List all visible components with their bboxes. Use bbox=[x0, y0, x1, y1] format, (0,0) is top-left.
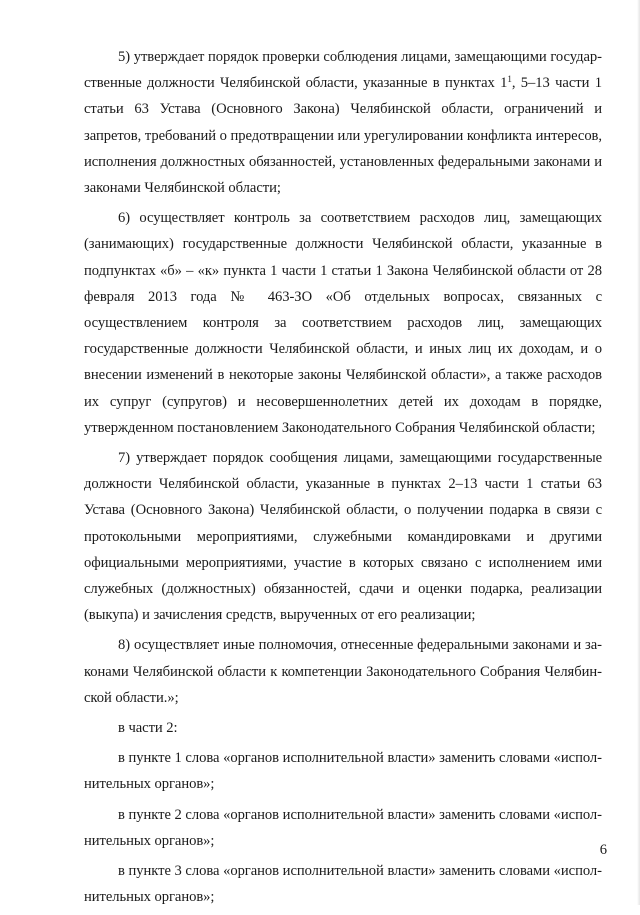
page-number: 6 bbox=[599, 842, 607, 858]
paragraph-point-3-amendment: в пункте 3 слова «органов исполнительной власти» заменить словами «исполнительных органов»; bbox=[84, 863, 602, 906]
paragraph-item-5 bbox=[84, 44, 602, 201]
paragraph-item-6: 6) осуществляет контроль за соответствием расходов лиц, замещающих (занимающих) государственные должности Челябинской области, указанные в подпунктах «б» – «к» пункта 1 части 1 статьи 1 Закона Челябинской области от 28 февраля 2013 года № 463-ЗО «Об отдельных вопросах, связанных с осуществлением контроля за соответствием расходов лиц, замещающих государственные должности Челябинской области, и иных лиц их доходам, и о внесении изменений в некоторые законы Челябинской области», а также расходов их супруг (супругов) и несовершеннолетних детей их доходам в порядке, утвержденном постановлением Законодательного Собрания Челябинской области; bbox=[84, 210, 602, 436]
paragraph-part-2-heading: в части 2: bbox=[118, 720, 178, 737]
paragraph-item-5-text: 5) утверждает порядок проверки соблюдения лицами, замещающими государственные должности Челябинской области, указанные в пунктах 1 bbox=[84, 49, 602, 92]
superscript-marker: 1 bbox=[507, 74, 512, 85]
paragraph-item-8: 8) осуществляет иные полномочия, отнесенные федеральными законами и законами Челябинской области к компетенции Законодательного Собрания Челябинской области.»; bbox=[84, 637, 602, 706]
paragraph-item-5-text-continued: , 5–13 части 1 статьи 63 Устава (Основного Закона) Челябинской области, ограничений и запретов, требований о предотвращении или урегулировании конфликта интересов, исполнения должностных обязанностей, установленных федеральными законами и законами Челябинской области; bbox=[84, 75, 602, 197]
paragraph-point-1-amendment: в пункте 1 слова «органов исполнительной власти» заменить словами «исполнительных органов»; bbox=[84, 750, 602, 793]
paragraph-item-7: 7) утверждает порядок сообщения лицами, замещающими государственные должности Челябинской области, указанные в пунктах 2–13 части 1 статьи 63 Устава (Основного Закона) Челябинской области, о получении подарка в связи с протокольными мероприятиями, служебными командировками и другими официальными мероприятиями, участие в которых связано с исполнением ими служебных (должностных) обязанностей, сдачи и оценки подарка, реализации (выкупа) и зачисления средств, вырученных от его реализации; bbox=[84, 450, 602, 624]
paragraph-point-2-amendment: в пункте 2 слова «органов исполнительной власти» заменить словами «исполнительных органов»; bbox=[84, 806, 602, 849]
document-body bbox=[84, 44, 602, 915]
